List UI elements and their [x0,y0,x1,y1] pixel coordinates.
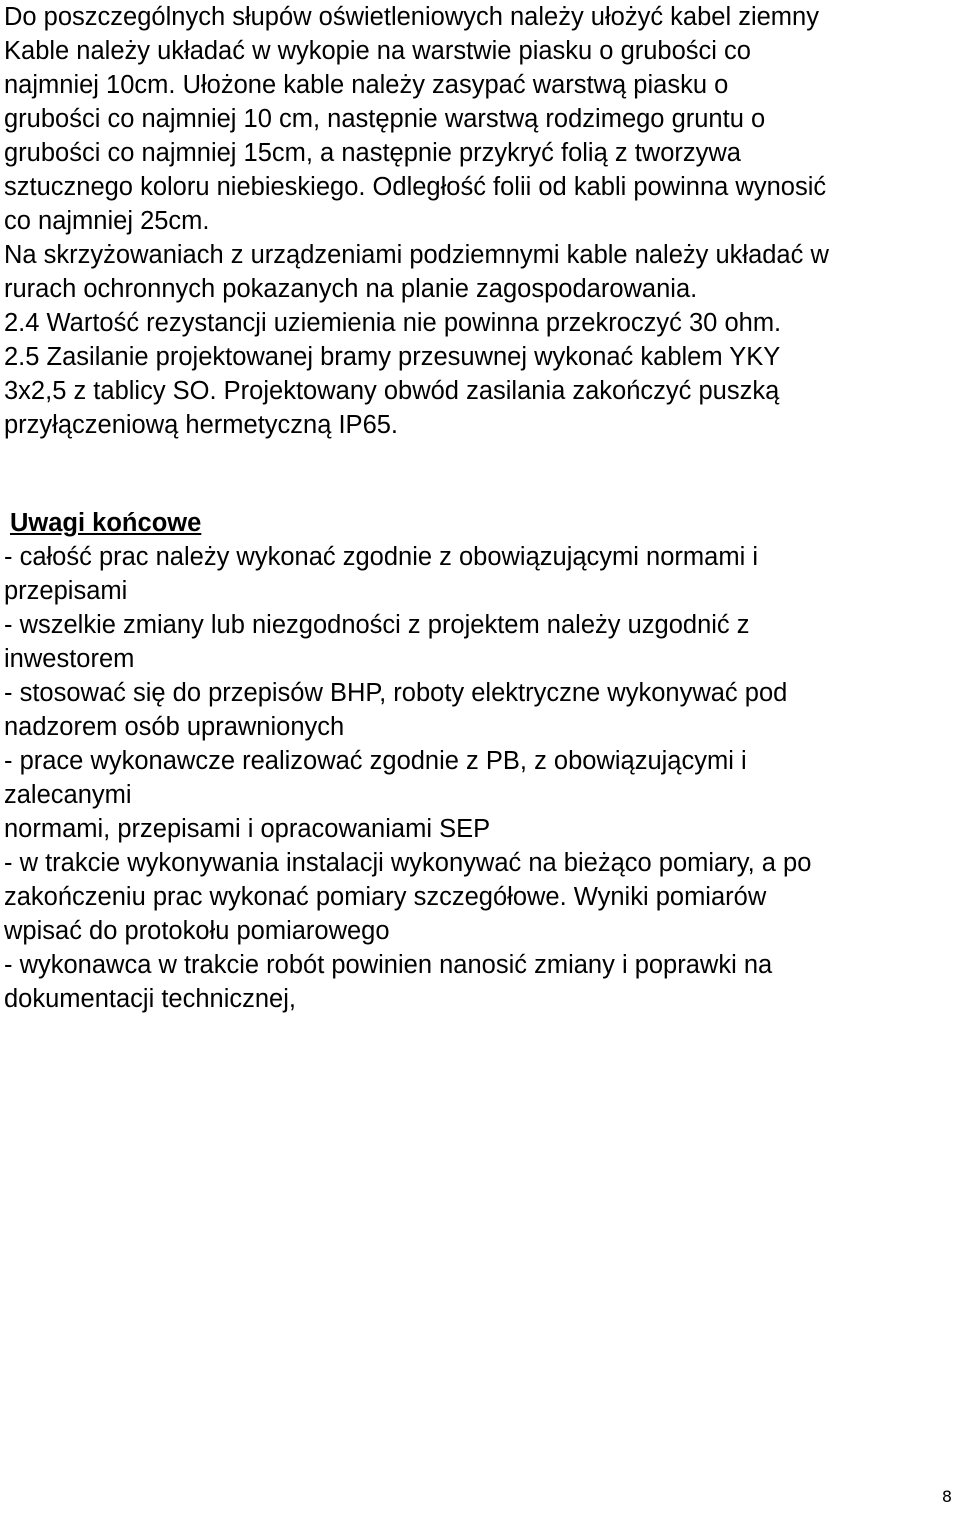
text-line: Do poszczególnych słupów oświetleniowych należy ułożyć kabel ziemny [4,3,819,31]
text-line: grubości co najmniej 15cm, a następnie przykryć folią z tworzywa [4,139,741,167]
text-line: 2.5 Zasilanie projektowanej bramy przesuwnej wykonać kablem YKY [4,343,781,371]
remark-line: - prace wykonawcze realizować zgodnie z PB, z obowiązującymi i [4,747,747,775]
remark-line: - w trakcie wykonywania instalacji wykonywać na bieżąco pomiary, a po [4,849,812,877]
remark-line: wpisać do protokołu pomiarowego [4,917,390,945]
remark-line: przepisami [4,577,128,605]
text-line: 2.4 Wartość rezystancji uziemienia nie powinna przekroczyć 30 ohm. [4,309,782,337]
remark-line: normami, przepisami i opracowaniami SEP [4,815,491,843]
remark-line: - stosować się do przepisów BHP, roboty elektryczne wykonywać pod [4,679,788,707]
cable-installation-section [4,0,829,442]
remark-line: inwestorem [4,645,135,673]
text-line: grubości co najmniej 10 cm, następnie warstwą rodzimego gruntu o [4,105,766,133]
final-remarks-section [4,506,811,1016]
remark-line: zakończeniu prac wykonać pomiary szczegółowe. Wyniki pomiarów [4,883,767,911]
section-heading: Uwagi końcowe [10,509,202,537]
remark-line: dokumentacji technicznej, [4,985,296,1013]
text-line: co najmniej 25cm. [4,207,210,235]
remark-line: - wykonawca w trakcie robót powinien nanosić zmiany i poprawki na [4,951,773,979]
remark-line: nadzorem osób uprawnionych [4,713,345,741]
text-line: najmniej 10cm. Ułożone kable należy zasypać warstwą piasku o [4,71,729,99]
remark-line: zalecanymi [4,781,132,809]
page-number: 8 [941,1487,952,1506]
text-line: sztucznego koloru niebieskiego. Odległość folii od kabli powinna wynosić [4,173,827,201]
remark-line: - wszelkie zmiany lub niezgodności z projektem należy uzgodnić z [4,611,750,639]
text-line: Na skrzyżowaniach z urządzeniami podziemnymi kable należy układać w [4,241,829,269]
text-line: 3x2,5 z tablicy SO. Projektowany obwód zasilania zakończyć puszką [4,377,780,405]
text-line: Kable należy układać w wykopie na warstwie piasku o grubości co [4,37,751,65]
remark-line: - całość prac należy wykonać zgodnie z obowiązującymi normami i [4,543,758,571]
text-line: przyłączeniową hermetyczną IP65. [4,411,399,439]
text-line: rurach ochronnych pokazanych na planie zagospodarowania. [4,275,698,303]
